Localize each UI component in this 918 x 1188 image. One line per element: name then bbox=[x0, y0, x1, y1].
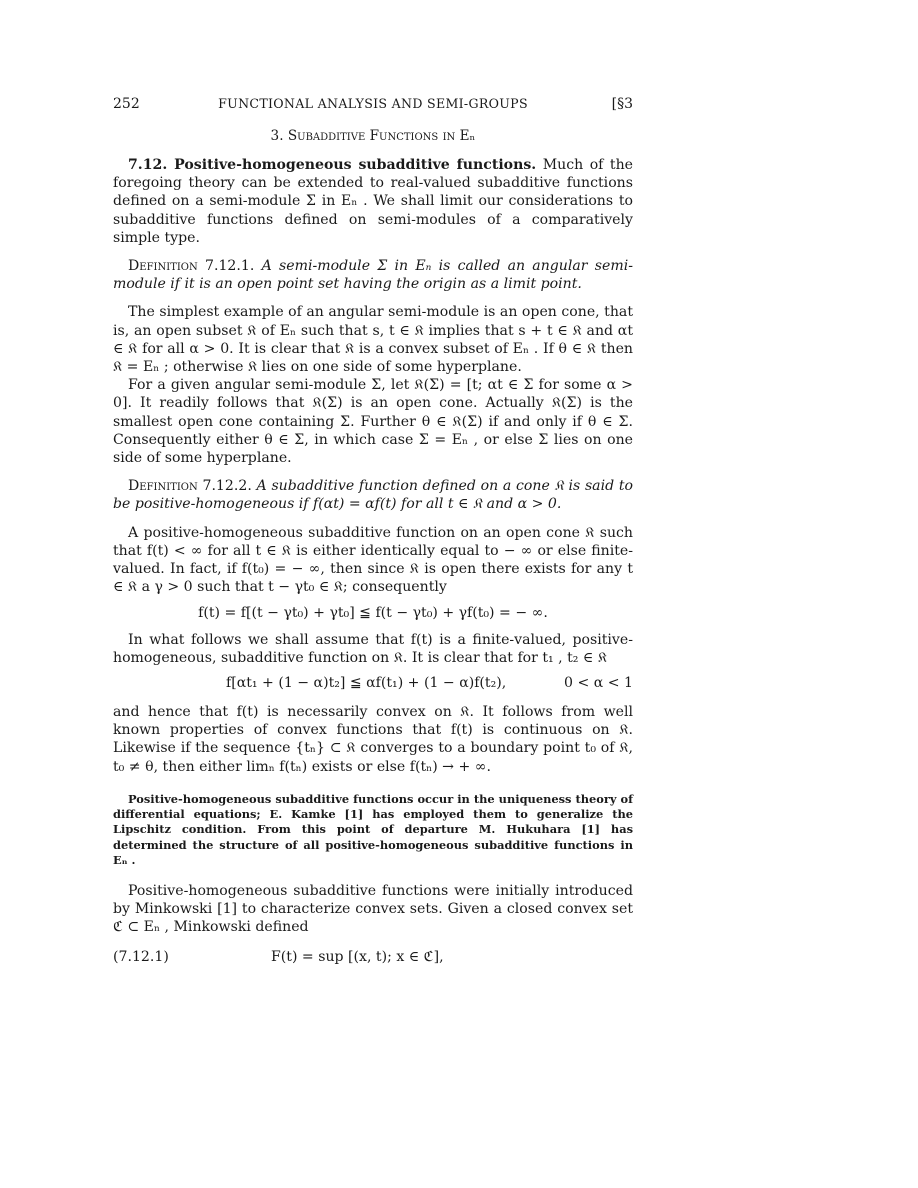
definition-2-body: A subadditive function defined on a cone 𝔎 is said to be positive-homogeneous if f(αt) = αf(t) for all t ∈ 𝔎 and α > 0. bbox=[113, 478, 633, 513]
section-mark: [§3 bbox=[611, 96, 633, 112]
equation-expr: F(t) = sup [(x, t); x ∈ ℭ], bbox=[271, 948, 444, 965]
page bbox=[113, 96, 633, 969]
small-print-note: Positive-homogeneous subadditive functions occur in the uniqueness theory of differential equations; E. Kamke [1] has employed them to generalize the Lipschitz condition. From this point of departure M. Hukuhara [1] has determined the structure of all positive-homogeneous subadditive functions in Eₙ . bbox=[113, 791, 633, 867]
paragraph-angular-semimodule: For a given angular semi-module Σ, let 𝔎(Σ) = [t; αt ∈ Σ for some α > 0]. It readily follows that 𝔎(Σ) is an open cone. Actually 𝔎(Σ) is the smallest open cone containing Σ. Further θ ∈ 𝔎(Σ) if and only if θ ∈ Σ. Consequently either θ ∈ Σ, in which case Σ = Eₙ , or else Σ lies on one side of some hyperplane. bbox=[113, 377, 633, 467]
definition-1-body: A semi-module Σ in Eₙ is called an angular semi-module if it is an open point set having the origin as a limit point. bbox=[113, 258, 633, 293]
paragraph-intro-text: Much of the foregoing theory can be extended to real-valued subadditive functions defined on a semi-module Σ in Eₙ . We shall limit our considerations to subadditive functions defined on semi-modules of a comparatively simple type. bbox=[113, 157, 633, 246]
subsection-heading: 7.12. Positive-homogeneous subadditive functions. bbox=[128, 157, 537, 173]
formula-convexity bbox=[113, 675, 633, 697]
definition-1-head: Definition 7.12.1. bbox=[128, 258, 255, 275]
formula-convexity-expr: f[αt₁ + (1 − α)t₂] ≦ αf(t₁) + (1 − α)f(t₂), bbox=[226, 675, 507, 692]
formula-convexity-condition: 0 < α < 1 bbox=[564, 675, 633, 692]
page-number: 252 bbox=[113, 96, 140, 112]
definition-1 bbox=[113, 257, 633, 293]
section-title: 3. Subadditive Functions in Eₙ bbox=[270, 128, 476, 144]
paragraph-convex: and hence that f(t) is necessarily convex on 𝔎. It follows from well known properties of convex functions that f(t) is continuous on 𝔎. Likewise if the sequence {tₙ} ⊂ 𝔎 converges to a boundary point t₀ of 𝔎, t₀ ≠ θ, then either limₙ f(tₙ) exists or else f(tₙ) → + ∞. bbox=[113, 704, 633, 775]
equation-7-12-1 bbox=[113, 949, 633, 969]
equation-label: (7.12.1) bbox=[113, 948, 169, 965]
definition-2 bbox=[113, 477, 633, 513]
paragraph-open-cone: The simplest example of an angular semi-module is an open cone, that is, an open subset 𝔎 of Eₙ such that s, t ∈ 𝔎 implies that s + t ∈ 𝔎 and αt ∈ 𝔎 for all α > 0. It is clear that 𝔎 is a convex subset of Eₙ . If θ ∈ 𝔎 then 𝔎 = Eₙ ; otherwise 𝔎 lies on one side of some hyperplane. bbox=[113, 304, 633, 376]
paragraph-intro bbox=[113, 156, 633, 247]
paragraph-finite-valued: A positive-homogeneous subadditive function on an open cone 𝔎 such that f(t) < ∞ for all t ∈ 𝔎 is either identically equal to − ∞ or else finite-valued. In fact, if f(t₀) = − ∞, then since 𝔎 is open there exists for any t ∈ 𝔎 a γ > 0 such that t − γt₀ ∈ 𝔎; consequently bbox=[113, 524, 633, 596]
running-title: FUNCTIONAL ANALYSIS AND SEMI-GROUPS bbox=[218, 96, 528, 111]
paragraph-minkowski: Positive-homogeneous subadditive functions were initially introduced by Minkowski [1] to characterize convex sets. Given a closed convex set ℭ ⊂ Eₙ , Minkowski defined bbox=[113, 882, 633, 936]
definition-2-head: Definition 7.12.2. bbox=[128, 478, 252, 495]
running-header bbox=[113, 96, 633, 118]
formula-subadditive: f(t) = f[(t − γt₀) + γt₀] ≦ f(t − γt₀) + γf(t₀) = − ∞. bbox=[198, 605, 548, 622]
paragraph-assumption: In what follows we shall assume that f(t) is a finite-valued, positive-homogeneous, subadditive function on 𝔎. It is clear that for t₁ , t₂ ∈ 𝔎 bbox=[113, 631, 633, 666]
